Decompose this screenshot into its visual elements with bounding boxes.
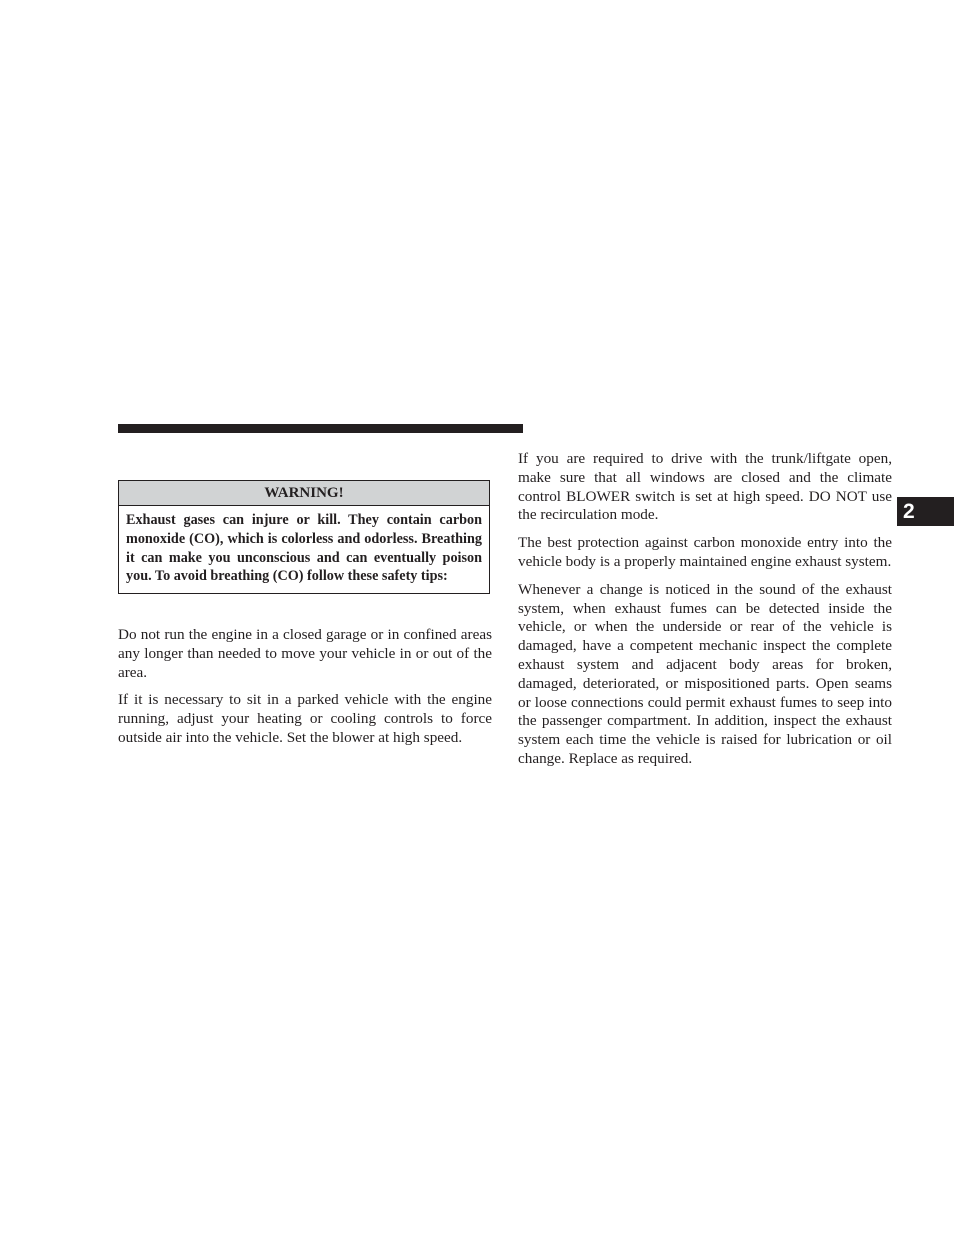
warning-title: WARNING!: [119, 481, 489, 506]
paragraph: Do not run the engine in a closed garage or in confined areas any longer than needed to move your vehicle in or out of the area.: [118, 626, 492, 681]
paragraph: Whenever a change is noticed in the sound of the exhaust system, when exhaust fumes can be detected inside the vehicle, or when the underside or rear of the vehicle is damaged, have a competent mechanic inspect the complete exhaust system and adjacent body areas for broken, damaged, deteriorated, or mispositioned parts. Open seams or loose connections could permit exhaust fumes to seep into the passenger compartment. In addition, inspect the exhaust system each time the vehicle is raised for lubrication or oil change. Replace as required.: [518, 580, 892, 767]
paragraph: If you are required to drive with the trunk/liftgate open, make sure that all windows are closed and the climate control BLOWER switch is set at high speed. DO NOT use the recirculation mode.: [518, 450, 892, 524]
chapter-tab: 2: [897, 497, 954, 526]
paragraph: The best protection against carbon monoxide entry into the vehicle body is a properly maintained engine exhaust system.: [518, 534, 892, 570]
left-column: [118, 626, 492, 757]
warning-box: [118, 480, 490, 594]
section-rule-bar: [118, 424, 523, 433]
right-column: [518, 450, 892, 778]
warning-text: Exhaust gases can injure or kill. They contain carbon monoxide (CO), which is colorless and odorless. Breathing it can make you unconscious and can eventually poison you. To avoid breathing (CO) follow these safety tips:: [126, 512, 482, 585]
paragraph: If it is necessary to sit in a parked vehicle with the engine running, adjust your heating or cooling controls to force outside air into the vehicle. Set the blower at high speed.: [118, 691, 492, 746]
